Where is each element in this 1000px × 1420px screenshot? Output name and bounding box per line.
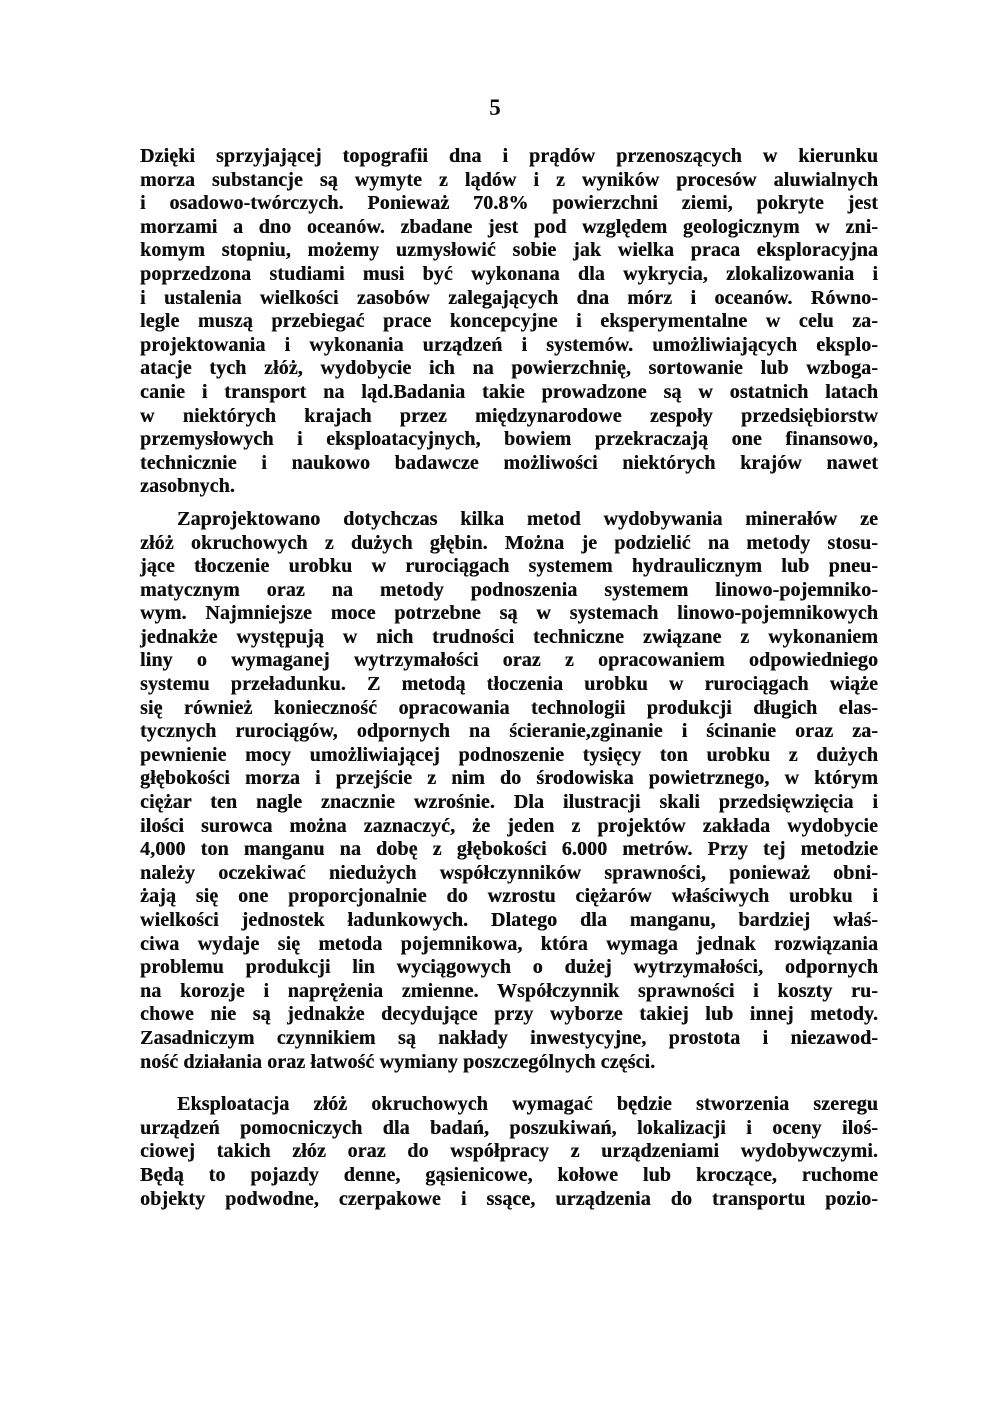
text-line: poprzedzona studiami musi być wykonana dla wykrycia, zlokalizowania i xyxy=(140,262,878,285)
text-line: i ustalenia wielkości zasobów zalegających dna mórz i oceanów. Równo- xyxy=(140,286,878,309)
text-line: systemu przeładunku. Z metodą tłoczenia urobku w rurociągach wiąże xyxy=(140,673,878,696)
text-line: ciężar ten nagle znacznie wzrośnie. Dla ilustracji skali przedsięwzięcia i xyxy=(140,791,878,814)
text-line: tycznych rurociągów, odpornych na ścieranie,zginanie i ścinanie oraz za- xyxy=(140,720,878,743)
text-line: i osadowo-twórczych. Ponieważ 70.8% powierzchni ziemi, pokryte jest xyxy=(140,192,878,215)
text-line: matycznym oraz na metody podnoszenia systemem linowo-pojemniko- xyxy=(140,578,878,601)
page-number: 5 xyxy=(489,95,501,120)
text-line: komym stopniu, możemy uzmysłowić sobie jak wielka praca eksploracyjna xyxy=(140,239,878,262)
text-line: wielkości jednostek ładunkowych. Dlatego dla manganu, bardziej właś- xyxy=(140,909,878,931)
text-line: Będą to pojazdy denne, gąsienicowe, kołowe lub kroczące, ruchome xyxy=(140,1163,878,1186)
text-line: morza substancje są wymyte z lądów i z wyników procesów aluwialnych xyxy=(140,168,878,191)
text-line: legle muszą przebiegać prace koncepcyjne i eksperymentalne w celu za- xyxy=(140,310,878,333)
text-line: ciwa wydaje się metoda pojemnikowa, która wymaga jednak rozwiązania xyxy=(140,932,878,955)
paragraph-1 xyxy=(140,145,878,499)
text-line: liny o wymaganej wytrzymałości oraz z opracowaniem odpowiedniego xyxy=(140,649,878,672)
text-line: jednakże występują w nich trudności techniczne związane z wykonaniem xyxy=(140,625,878,648)
text-line: złóż okruchowych z dużych głębin. Można je podzielić na metody stosu- xyxy=(140,531,878,554)
text-line: wym. Najmniejsze moce potrzebne są w systemach linowo-pojemnikowych xyxy=(140,602,878,625)
text-line: w niektórych krajach przez międzynarodowe zespoły przedsiębiorstw xyxy=(140,404,878,427)
text-line: Eksploatacja złóż okruchowych wymagać będzie stworzenia szeregu xyxy=(177,1093,878,1116)
text-line: Zaprojektowano dotychczas kilka metod wydobywania minerałów ze xyxy=(177,507,878,530)
text-block xyxy=(140,145,878,1211)
text-line: canie i transport na ląd.Badania takie prowadzone są w ostatnich latach xyxy=(140,380,878,403)
text-line: na korozje i naprężenia zmienne. Współczynnik sprawności i koszty ru- xyxy=(140,979,878,1002)
text-line: pewnienie mocy umożliwiającej podnoszenie tysięcy ton urobku z dużych xyxy=(140,743,878,766)
text-line: 4,000 ton manganu na dobę z głębokości 6.000 metrów. Przy tej metodzie xyxy=(140,838,878,861)
text-line: Zasadniczym czynnikiem są nakłady inwestycyjne, prostota i niezawod- xyxy=(140,1026,878,1049)
paragraph-2 xyxy=(140,508,878,1074)
text-line: urządzeń pomocniczych dla badań, poszukiwań, lokalizacji i oceny iloś- xyxy=(140,1116,878,1139)
text-line: ilości surowca można zaznaczyć, że jeden z projektów zakłada wydobycie xyxy=(140,814,878,837)
text-line: jące tłoczenie urobku w rurociągach systemem hydraulicznym lub pneu- xyxy=(140,555,878,578)
text-line: przemysłowych i eksploatacyjnych, bowiem przekraczają one finansowo, xyxy=(140,428,878,451)
text-line: chowe nie są jednakże decydujące przy wyborze takiej lub innej metody. xyxy=(140,1003,878,1026)
text-line: ność działania oraz łatwość wymiany poszczególnych części. xyxy=(140,1050,656,1073)
text-line: projektowania i wykonania urządzeń i systemów. umożliwiających eksplo- xyxy=(140,333,878,356)
text-line: atacje tych złóż, wydobycie ich na powierzchnię, sortowanie lub wzboga- xyxy=(140,357,878,380)
text-line: zasobnych. xyxy=(140,475,235,498)
text-line: morzami a dno oceanów. zbadane jest pod względem geologicznym w zni- xyxy=(140,215,878,238)
text-line: technicznie i naukowo badawcze możliwości niektórych krajów nawet xyxy=(140,451,878,474)
text-line: problemu produkcji lin wyciągowych o dużej wytrzymałości, odpornych xyxy=(140,956,878,979)
text-line: objekty podwodne, czerpakowe i ssące, urządzenia do transportu pozio- xyxy=(140,1187,878,1210)
paragraph-3 xyxy=(140,1093,878,1211)
text-line: ciowej takich złóz oraz do współpracy z urządzeniami wydobywczymi. xyxy=(140,1140,878,1163)
text-line: się również konieczność opracowania technologii produkcji długich elas- xyxy=(140,696,878,719)
text-line: żają się one proporcjonalnie do wzrostu ciężarów właściwych urobku i xyxy=(140,885,878,908)
text-line: głębokości morza i przejście z nim do środowiska powietrznego, w którym xyxy=(140,767,878,790)
text-line: należy oczekiwać niedużych współczynników sprawności, ponieważ obni- xyxy=(140,861,878,884)
text-line: Dzięki sprzyjającej topografii dna i prądów przenoszących w kierunku xyxy=(140,145,878,167)
